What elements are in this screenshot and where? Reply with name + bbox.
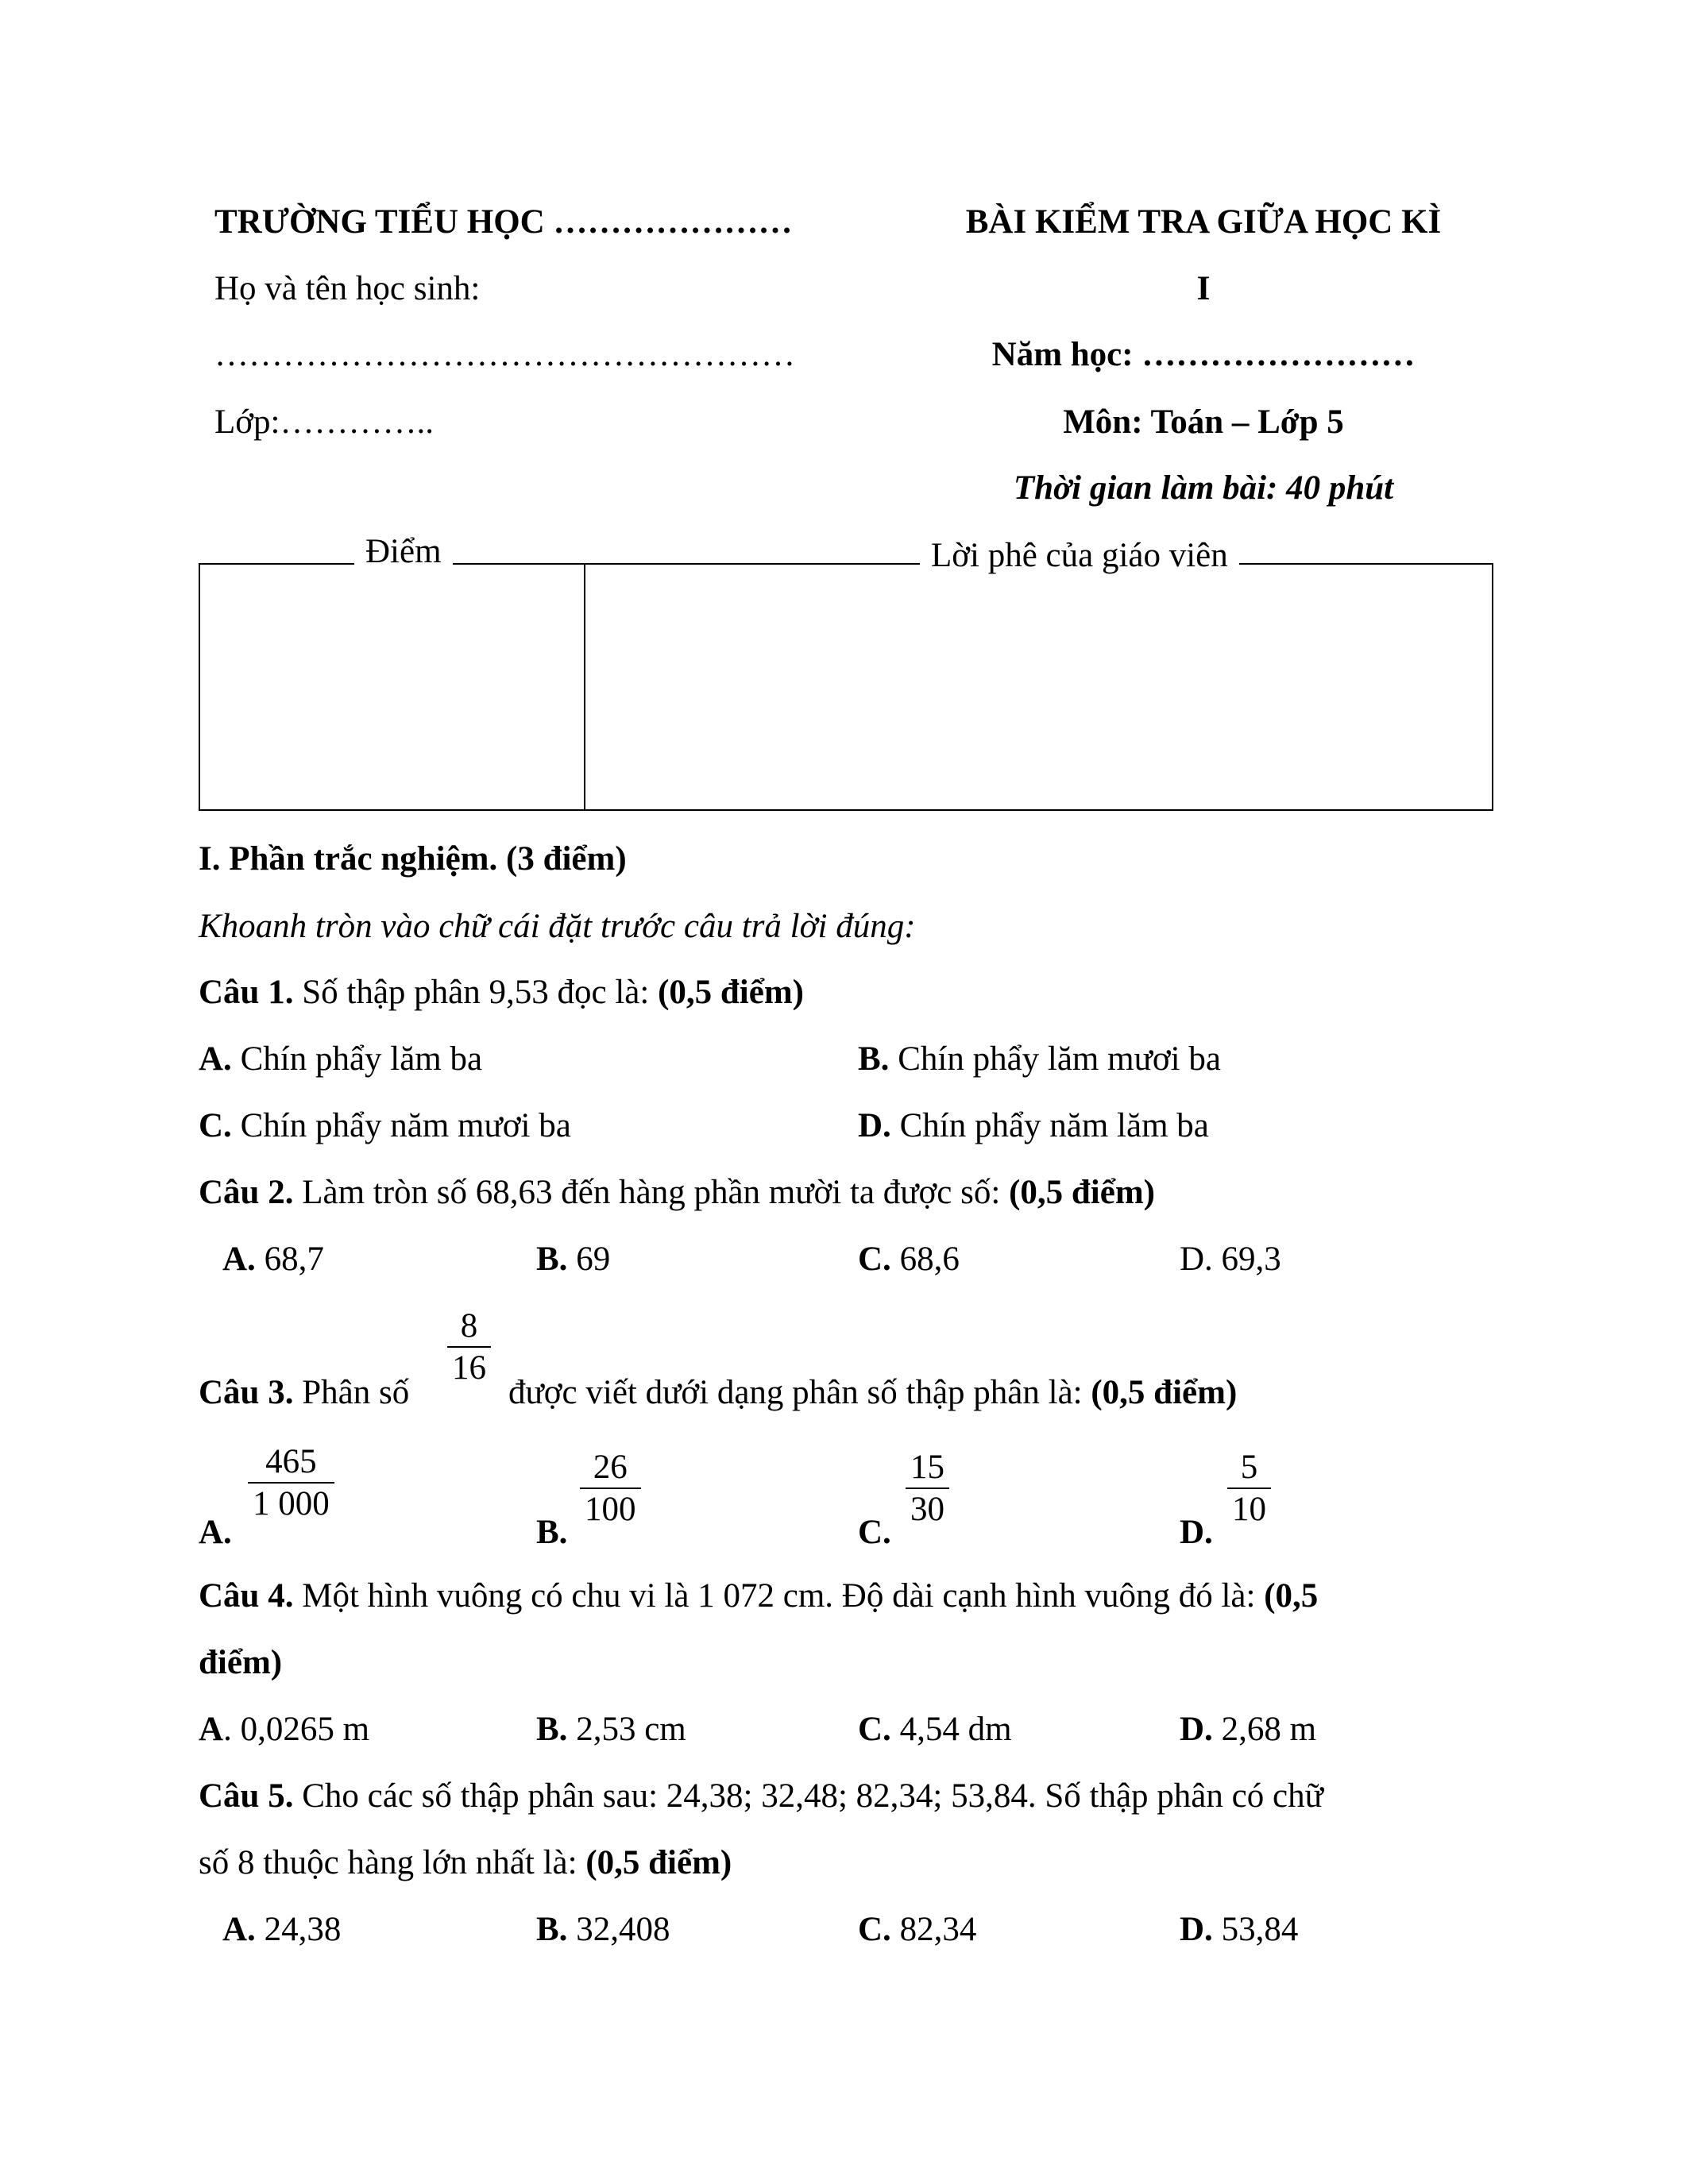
- question-2-points: (0,5 điểm): [1009, 1174, 1155, 1211]
- option-key: B.: [858, 1040, 890, 1078]
- question-3-continued: [508, 1376, 1237, 1410]
- q1-option-d[interactable]: [858, 1109, 1209, 1143]
- q2-option-d[interactable]: [1180, 1242, 1281, 1276]
- question-2-text: Làm tròn số 68,63 đến hàng phần mười ta được số:: [293, 1174, 1010, 1211]
- question-5: [199, 1779, 1323, 1813]
- box-bottom-border: [199, 809, 1493, 811]
- option-key: A.: [199, 1514, 232, 1551]
- option-text: 24,38: [255, 1911, 342, 1948]
- option-text: 82,34: [890, 1911, 977, 1948]
- question-4-points: (0,5: [1264, 1577, 1319, 1615]
- question-3-label: Câu 3.: [199, 1374, 294, 1411]
- option-text: 2,68 m: [1212, 1711, 1317, 1748]
- option-key: D.: [1180, 1911, 1213, 1948]
- option-key: D.: [1180, 1711, 1213, 1748]
- option-fraction: [906, 1450, 949, 1526]
- subject: Môn: Toán – Lớp 5: [1063, 403, 1344, 441]
- fraction-numerator: 465: [265, 1443, 317, 1480]
- fraction-denominator: 30: [910, 1491, 944, 1528]
- option-key: D.: [858, 1107, 891, 1144]
- option-key: C.: [199, 1107, 232, 1144]
- option-key: A: [199, 1711, 224, 1748]
- option-text: 69: [567, 1241, 611, 1278]
- option-text: 68,7: [255, 1241, 324, 1278]
- option-text: Chín phẩy lăm mươi ba: [889, 1040, 1221, 1078]
- option-text: 53,84: [1212, 1911, 1299, 1948]
- question-5-text-continued: số 8 thuộc hàng lớn nhất là:: [199, 1844, 586, 1881]
- option-text: Chín phẩy năm lăm ba: [890, 1107, 1209, 1144]
- option-text: 68,6: [890, 1241, 960, 1278]
- question-2: [199, 1175, 1155, 1210]
- question-3-text: Phân số: [293, 1374, 410, 1411]
- box-right-border: [1492, 563, 1493, 811]
- option-text: 32,408: [567, 1911, 670, 1948]
- q1-option-a[interactable]: [199, 1042, 482, 1076]
- q1-option-c[interactable]: [199, 1109, 571, 1143]
- question-3-text-after: được viết dưới dạng phân số thập phân là:: [508, 1374, 1091, 1411]
- q4-option-b[interactable]: [536, 1712, 686, 1746]
- option-fraction: [248, 1445, 334, 1521]
- q5-option-c[interactable]: [858, 1912, 976, 1947]
- q2-option-a[interactable]: [222, 1242, 324, 1276]
- teacher-comment-field: [587, 566, 1490, 808]
- question-5-continued: [199, 1846, 732, 1880]
- score-label: Điểm: [354, 534, 453, 569]
- class-label: Lớp:…………..: [214, 403, 434, 441]
- option-text: 4,54 dm: [890, 1711, 1012, 1748]
- box-left-border: [199, 563, 200, 811]
- question-2-label: Câu 2.: [199, 1174, 294, 1211]
- question-1-label: Câu 1.: [199, 974, 294, 1011]
- fraction-numerator: 15: [910, 1449, 944, 1486]
- question-4-text: Một hình vuông có chu vi là 1 072 cm. Độ dài cạnh hình vuông đó là:: [293, 1577, 1265, 1615]
- option-key: C.: [858, 1711, 891, 1748]
- question-1: [199, 975, 804, 1009]
- q4-option-a[interactable]: [199, 1712, 369, 1746]
- question-5-points: (0,5 điểm): [585, 1844, 732, 1881]
- teacher-comment-label: Lời phê của giáo viên: [920, 538, 1239, 573]
- question-3-points: (0,5 điểm): [1091, 1374, 1238, 1411]
- question-5-text: Cho các số thập phân sau: 24,38; 32,48; 82,34; 53,84. Số thập phân có chữ: [293, 1777, 1323, 1815]
- option-text: 2,53 cm: [567, 1711, 686, 1748]
- test-title: BÀI KIỂM TRA GIỮA HỌC KÌ: [965, 203, 1442, 241]
- question-3: [199, 1376, 409, 1410]
- fraction-denominator: 100: [585, 1491, 636, 1528]
- school-year: Năm học: ……………………: [991, 336, 1416, 373]
- q1-option-b[interactable]: [858, 1042, 1221, 1076]
- fraction-denominator: 16: [452, 1349, 486, 1387]
- student-name-label: Họ và tên học sinh:: [214, 270, 481, 307]
- option-key: D.: [1180, 1514, 1213, 1551]
- option-key: B.: [536, 1711, 568, 1748]
- question-1-text: Số thập phân 9,53 đọc là:: [293, 974, 659, 1011]
- option-key: C.: [858, 1514, 891, 1551]
- fraction-denominator: 10: [1232, 1491, 1266, 1528]
- question-3-fraction: [447, 1309, 491, 1385]
- fraction-numerator: 5: [1240, 1449, 1258, 1486]
- option-key: A.: [199, 1040, 232, 1078]
- fraction-denominator: 1 000: [253, 1485, 330, 1522]
- q2-option-b[interactable]: [536, 1242, 610, 1276]
- fraction-numerator: 26: [593, 1449, 628, 1486]
- option-fraction: [1227, 1450, 1271, 1526]
- option-key: C.: [858, 1911, 891, 1948]
- q5-option-a[interactable]: [222, 1912, 341, 1947]
- option-text: Chín phẩy lăm ba: [231, 1040, 483, 1078]
- option-key: B.: [536, 1241, 568, 1278]
- option-text: . 0,0265 m: [223, 1711, 370, 1748]
- q5-option-d[interactable]: [1180, 1912, 1298, 1947]
- option-key: C.: [858, 1241, 891, 1278]
- option-text: Chín phẩy năm mươi ba: [231, 1107, 571, 1144]
- score-field: [202, 566, 583, 808]
- section-title: I. Phần trắc nghiệm. (3 điểm): [199, 840, 627, 878]
- option-key: B.: [536, 1514, 568, 1551]
- fraction-numerator: 8: [460, 1307, 478, 1345]
- option-fraction: [580, 1450, 641, 1526]
- option-key: A.: [222, 1241, 256, 1278]
- option-key: A.: [222, 1911, 256, 1948]
- question-5-label: Câu 5.: [199, 1777, 294, 1815]
- box-divider: [584, 563, 585, 811]
- question-1-points: (0,5 điểm): [658, 974, 804, 1011]
- option-text: D. 69,3: [1180, 1241, 1281, 1278]
- q5-option-b[interactable]: [536, 1912, 670, 1947]
- question-4-label: Câu 4.: [199, 1577, 294, 1615]
- option-key: B.: [536, 1911, 568, 1948]
- school-name: TRƯỜNG TIỂU HỌC …………………: [214, 203, 793, 241]
- question-4: [199, 1579, 1318, 1613]
- duration: Thời gian làm bài: 40 phút: [1013, 469, 1394, 507]
- q4-option-c[interactable]: [858, 1712, 1012, 1746]
- question-4-points-continued: điểm): [199, 1644, 283, 1681]
- section-instruction: Khoanh tròn vào chữ cái đặt trước câu trả lời đúng:: [199, 908, 916, 945]
- q4-option-d[interactable]: [1180, 1712, 1316, 1746]
- q2-option-c[interactable]: [858, 1242, 960, 1276]
- student-name-dots: ……………………………………………: [214, 336, 795, 373]
- test-title-continued: I: [1196, 270, 1211, 307]
